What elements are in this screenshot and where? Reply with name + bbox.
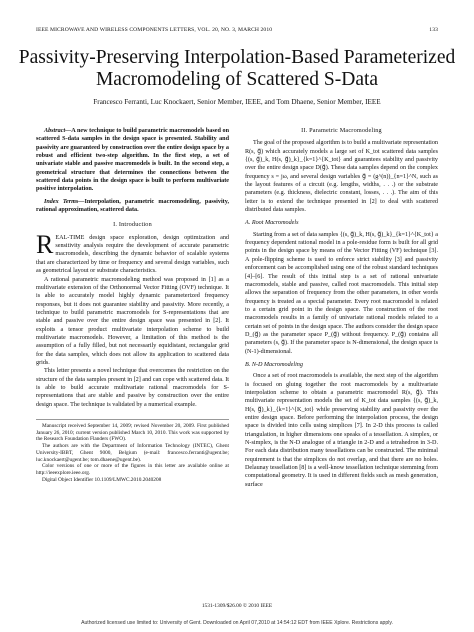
issn-line: 1531-1309/$26.00 © 2010 IEEE [201, 603, 273, 609]
drop-cap: R [36, 229, 54, 259]
paper-title: Passivity-Preserving Interpolation-Based Parameterized Macromodeling of Scattered S-Data [18, 47, 456, 90]
abstract-text: A new technique to build parametric macromodels based on scattered S-data samples in the design space is presented. Stability and passivity are guaranteed by construction over the entire design space by a robust and efficient two-step algorithm. In the first step, a set of univariate stable and passive macromodels is built. In the second step, a geometrical structure that determines the connections between the scattered data points in the design space is built to perform multivariate positive interpolation. [36, 128, 229, 193]
license-footer: Authorized licensed use limited to: University of Gent. Downloaded on April 07,2010 at 14:54:12 EDT from IEEE Xplore. Restrictions apply. [81, 620, 393, 626]
index-terms-label: Index Terms— [44, 198, 85, 205]
root-paragraph: Starting from a set of data samples {(s, g⃗)_k, H(s, g⃗)_k}_{k=1}^{K_tot} a frequency dependent rational model in a pole-residue form is built for all grid points in the design space by means of the Vector Fitting (VF) technique [3]. A pole-flipping scheme is used to enforce strict stability [3] and passivity enforcement can be accomplished using one of the robust standard techniques [4]–[6]. The result of this initial step is a set of rational univariate macromodels, stable and passive, called root macromodels. This initial step allows the separation of frequency from the other parameters, in other words frequency is treated as a special parameter. Every root macromodel is related to a certain grid point in the design space. The construction of the root macromodels results in a family of univariate rational models related to a certain set of points in the design space. The authors consider the design space D_(g⃗) as the parameter space P_(g⃗) without frequency. P_(g⃗) contains all parameters (s, g⃗). If the parameter space is N-dimensional, the design space is (N-1)-dimensional. [245, 231, 438, 355]
footnote-block [36, 419, 229, 483]
section-heading-introduction: I. Introduction [113, 221, 152, 229]
subsection-heading-nd: B. N-D Macromodeling [245, 361, 303, 368]
nd-paragraph: Once a set of root macromodels is available, the next step of the algorithm is focused on gluing together the root macromodels by a multivariate interpolation scheme to obtain a parametric macromodel R(s, g⃗). This multivariate representation models the set of K_tot data samples {(s, g⃗)_k, H(s, g⃗)_k}_{k=1}^{K_tot} while preserving stability and passivity over the entire design space. Before performing the interpolation process, the design space is divided into cells using simplices [7]. In 2-D this process is called triangulation, in higher dimensions one speaks of a tessellation. A simplex, or N-simplex, is the N-D analogue of a triangle in 2-D and a tetrahedron in 3-D. For each data distribution many tessellations can be constructed. The minimal requirement is that the simplices do not overlap, and that there are no holes. Delaunay tessellation [8] is a well-know tessellation technique stemming from computational geometry. It is used in different fields such as mesh generation, surface [245, 373, 438, 488]
intro-paragraph-1 [36, 229, 229, 276]
abstract-label: Abstract— [44, 128, 72, 134]
subsection-heading-root: A. Root Macromodels [245, 220, 299, 227]
section-heading-parametric: II. Parametric Macromodeling [301, 127, 382, 134]
index-terms [36, 198, 229, 215]
running-header: IEEE MICROWAVE AND WIRELESS COMPONENTS LETTERS, VOL. 20, NO. 3, MARCH 2010 [36, 27, 273, 33]
footnote-color: Color versions of one or more of the figures in this letter are available online at http://ieeexplore.ieee.org. [36, 463, 229, 476]
footnote-doi: Digital Object Identifier 10.1109/LMWC.2010.2040208 [42, 476, 162, 483]
page-number: 133 [429, 27, 438, 33]
left-column [36, 127, 229, 483]
abstract [36, 127, 229, 194]
right-column [245, 127, 438, 489]
author-list: Francesco Ferranti, Luc Knockaert, Senior Member, IEEE, and Tom Dhaene, Senior Member, IEEE [93, 98, 381, 106]
footnote-received: Manuscript received September 14, 2009; revised November 20, 2009. First published January 26, 2010; current version published March 10, 2010. This work was supported by the Research Foundation Flanders (FWO). [36, 423, 229, 443]
index-terms-text: Interpolation, parametric macromodeling, passivity, rational approximation, scattered data. [36, 198, 229, 214]
intro-paragraph-3: This letter presents a novel technique that overcomes the restriction on the structure of the data samples present in [2] and can cope with scattered data. It is able to build accurate multivariate rational macromodels for S-representations that are stable and passive by construction over the entire design space. The technique is validated by a numerical example. [36, 368, 229, 408]
parametric-paragraph: The goal of the proposed algorithm is to build a multivariate representation R(s, g⃗) which accurately models a large set of K_tot scattered data samples {(s, g⃗)_k, H(s, g⃗)_k}_{k=1}^{K_tot} and guarantees stability and passivity over the entire design space D(g⃗). These data samples depend on the complex frequency s = jω, and several design variables g⃗ = (g^(n))_{n=1}^N, such as the layout features of a circuit (e.g. lengths, widths, . . .) or the substrate parameters (e.g. thickness, dielectric constant, losses, . . .). The aim of this letter is to extend the technique presented in [2] to deal with scattered distributed data samples. [245, 140, 438, 214]
intro-text-1: EAL-TIME design space exploration, design optimization and sensitivity analysis require the development of accurate parametric macromodels, describing the dynamic behavior of scalable systems that are characterized by time or frequency and several design variables, such as geometrical layout or substrate characteristics. [36, 234, 229, 275]
footnote-affiliation: The authors are with the Department of Information Technology (INTEC), Ghent University-IBBT, Ghent 9000, Belgium (e-mail: francesco.ferranti@ugent.be; luc.knockaert@ugent.be; tom.dhaene@ugent.be). [36, 443, 229, 463]
intro-paragraph-2: A rational parametric macromodeling method was proposed in [1] as a multivariate extension of the Orthonormal Vector Fitting (OVF) technique. It is able to accurately model highly dynamic parameterized frequency responses, but it does not guarantee stability and passivity. More recently, a technique to build parametric macromodels for S-representations that are stable and passive over the entire design space was presented in [2]. It exploits a tensor product multivariate interpolation scheme to build multivariate macromodels. However, a limitation of this method is the assumption of a fully filled, but not necessarily equidistant, rectangular grid for the data samples, which does not allow its application to scattered data grids. [36, 276, 229, 366]
